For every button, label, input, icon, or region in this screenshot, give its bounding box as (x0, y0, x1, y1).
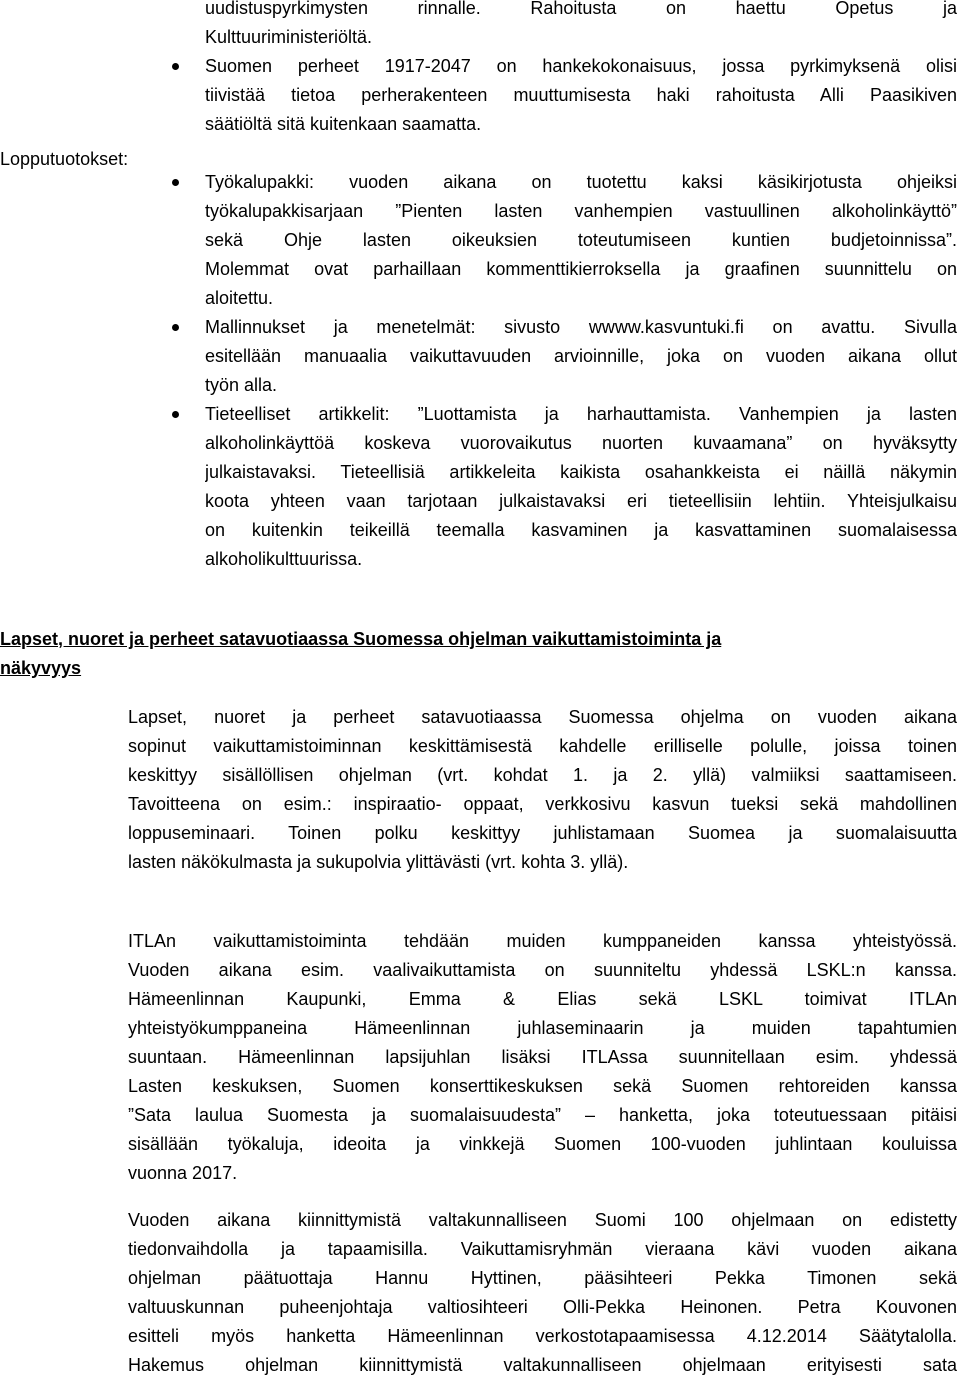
list-item (205, 400, 957, 574)
text-line: työn alla. (205, 375, 278, 395)
outputs-bullet-list (205, 168, 957, 574)
text-line: ITLAn vaikuttamistoiminta tehdään muiden kumppaneiden kanssa yhteistyössä. (128, 931, 957, 951)
text-line: työkalupakkisarjaan ”Pienten lasten vanhempien vastuullinen alkoholinkäyttö” (205, 201, 957, 221)
text-line: Mallinnukset ja menetelmät: sivusto wwww.kasvuntuki.fi on avattu. Sivulla (205, 317, 957, 337)
bullet-icon (172, 324, 179, 331)
text-line: esitellään manuaalia vaikuttavuuden arvioinnille, joka on vuoden aikana ollut (205, 346, 957, 366)
text-line: Vuoden aikana esim. vaalivaikuttamista on suunniteltu yhdessä LSKL:n kanssa. (128, 960, 957, 980)
text-line: on kuitenkin teikeillä teemalla kasvaminen ja kasvattaminen suomalaisessa (205, 520, 957, 540)
text-line: Kulttuuriministeriöltä. (205, 27, 373, 47)
text-line: Hämeenlinnan Kaupunki, Emma & Elias sekä LSKL toimivat ITLAn (128, 989, 957, 1009)
text-line: ”Sata laulua Suomesta ja suomalaisuudesta” – hanketta, joka toteutuessaan pitäisi (128, 1105, 957, 1125)
paragraph (128, 703, 957, 877)
text-line: suuntaan. Hämeenlinnan lapsijuhlan lisäksi ITLAssa suunnitellaan esim. yhdessä (128, 1047, 957, 1067)
text-line: Lapset, nuoret ja perheet satavuotiaassa Suomessa ohjelma on vuoden aikana (128, 707, 957, 727)
section-heading (0, 625, 900, 683)
paragraph (128, 1206, 957, 1380)
text-line: lasten näkökulmasta ja sukupolvia ylittävästi (vrt. kohta 3. yllä). (128, 852, 629, 872)
text-line: sisällään työkaluja, ideoita ja vinkkejä Suomen 100-vuoden juhlintaan kouluissa (128, 1134, 957, 1154)
text-line: yhteistyökumppaneina Hämeenlinnan juhlaseminaarin ja muiden tapahtumien (128, 1018, 957, 1038)
text-line: Molemmat ovat parhaillaan kommenttikierroksella ja graafinen suunnittelu on (205, 259, 957, 279)
text-line: Lasten keskuksen, Suomen konserttikeskuksen sekä Suomen rehtoreiden kanssa (128, 1076, 957, 1096)
text-line: keskittyy sisällöllisen ohjelman (vrt. kohdat 1. ja 2. yllä) valmiiksi saattamiseen. (128, 765, 957, 785)
list-item (205, 0, 957, 52)
heading-line: näkyvyys (0, 658, 82, 678)
bullet-icon (172, 411, 179, 418)
text-line: loppuseminaari. Toinen polku keskittyy juhlistamaan Suomea ja suomalaisuutta (128, 823, 957, 843)
text-line: tiivistää tietoa perherakenteen muuttumisesta haki rahoitusta Alli Paasikiven (205, 85, 957, 105)
text-line: ohjelman päätuottaja Hannu Hyttinen, pääsihteeri Pekka Timonen sekä (128, 1268, 957, 1288)
text-line: julkaistavaksi. Tieteellisiä artikkeleita kaikista osahankkeista ei näillä näkymin (205, 462, 957, 482)
heading-line: Lapset, nuoret ja perheet satavuotiaassa Suomessa ohjelman vaikuttamistoiminta ja (0, 629, 722, 649)
text-line: Tieteelliset artikkelit: ”Luottamista ja harhauttamista. Vanhempien ja lasten (205, 404, 957, 424)
text-line: Suomen perheet 1917-2047 on hankekokonaisuus, jossa pyrkimyksenä olisi (205, 56, 957, 76)
text-line: vuonna 2017. (128, 1163, 238, 1183)
bullet-icon (172, 179, 179, 186)
text-line: Vuoden aikana kiinnittymistä valtakunnalliseen Suomi 100 ohjelmaan on edistetty (128, 1210, 957, 1230)
top-bullet-list (205, 0, 957, 139)
bullet-icon (172, 63, 179, 70)
list-item (205, 313, 957, 400)
text-line: sopinut vaikuttamistoiminnan keskittämisestä kahdelle erilliselle polulle, joissa toinen (128, 736, 957, 756)
text-line: valtuuskunnan puheenjohtaja valtiosihteeri Olli-Pekka Heinonen. Petra Kouvonen (128, 1297, 957, 1317)
text-line: uudistuspyrkimysten rinnalle. Rahoitusta on haettu Opetus ja (205, 0, 957, 18)
text-line: alkoholinkäyttöä koskeva vuorovaikutus nuorten kuvaamana” on hyväksytty (205, 433, 957, 453)
text-line: esitteli myös hanketta Hämeenlinnan verkostotapaamisessa 4.12.2014 Säätytalolla. (128, 1326, 957, 1346)
list-item (205, 168, 957, 313)
text-line: Työkalupakki: vuoden aikana on tuotettu kaksi käsikirjotusta ohjeiksi (205, 172, 957, 192)
text-line: koota yhteen vaan tarjotaan julkaistavaksi eri tieteellisiin lehtiin. Yhteisjulkaisu (205, 491, 957, 511)
text-line: alkoholikulttuurissa. (205, 549, 363, 569)
text-line: Hakemus ohjelman kiinnittymistä valtakunnalliseen ohjelmaan erityisesti sata (128, 1355, 957, 1375)
text-line: Tavoitteena on esim.: inspiraatio- oppaat, verkkosivu kasvun tueksi sekä mahdollinen (128, 794, 957, 814)
list-item (205, 52, 957, 139)
text-line: tiedonvaihdolla ja tapaamisilla. Vaikuttamisryhmän vieraana kävi vuoden aikana (128, 1239, 957, 1259)
paragraph (128, 927, 957, 1188)
outputs-label: Lopputuotokset: (0, 149, 129, 169)
text-line: sekä Ohje lasten oikeuksien toteutumiseen kuntien budjetoinnissa”. (205, 230, 957, 250)
text-line: aloitettu. (205, 288, 274, 308)
text-line: säätiöltä sitä kuitenkaan saamatta. (205, 114, 482, 134)
